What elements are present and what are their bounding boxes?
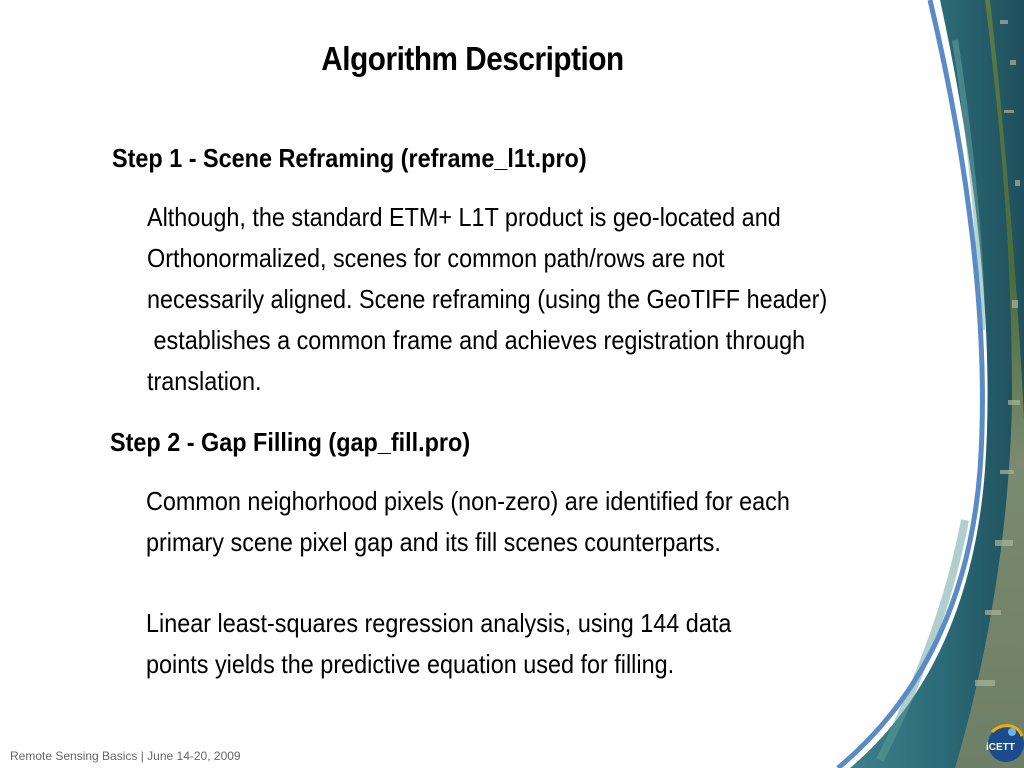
step1-line: Although, the standard ETM+ L1T product is geo-located and [147,202,781,232]
step2-line: primary scene pixel gap and its fill scenes counterparts. [146,527,721,557]
step2-line: Common neighorhood pixels (non-zero) are identified for each [146,486,790,516]
step2-paragraph-2 [146,603,731,685]
step1-line: Orthonormalized, scenes for common path/rows are not [147,243,725,273]
step2-heading: Step 2 - Gap Filling (gap_fill.pro) [110,427,471,457]
step1-line: translation. [147,366,262,396]
step1-heading: Step 1 - Scene Reframing (reframe_l1t.pro) [112,143,587,173]
step1-paragraph [147,197,827,402]
step1-line: establishes a common frame and achieves registration through [147,325,806,355]
step1-line: necessarily aligned. Scene reframing (using the GeoTIFF header) [147,284,828,314]
slide-title: Algorithm Description [321,40,624,77]
step2-paragraph-1 [146,481,790,563]
footer-text: Remote Sensing Basics | June 14-20, 2009 [10,749,241,763]
step2-line: Linear least-squares regression analysis, using 144 data [146,608,732,638]
logo-text: iCETT [986,742,1015,753]
step2-line: points yields the predictive equation used for filling. [146,649,675,679]
